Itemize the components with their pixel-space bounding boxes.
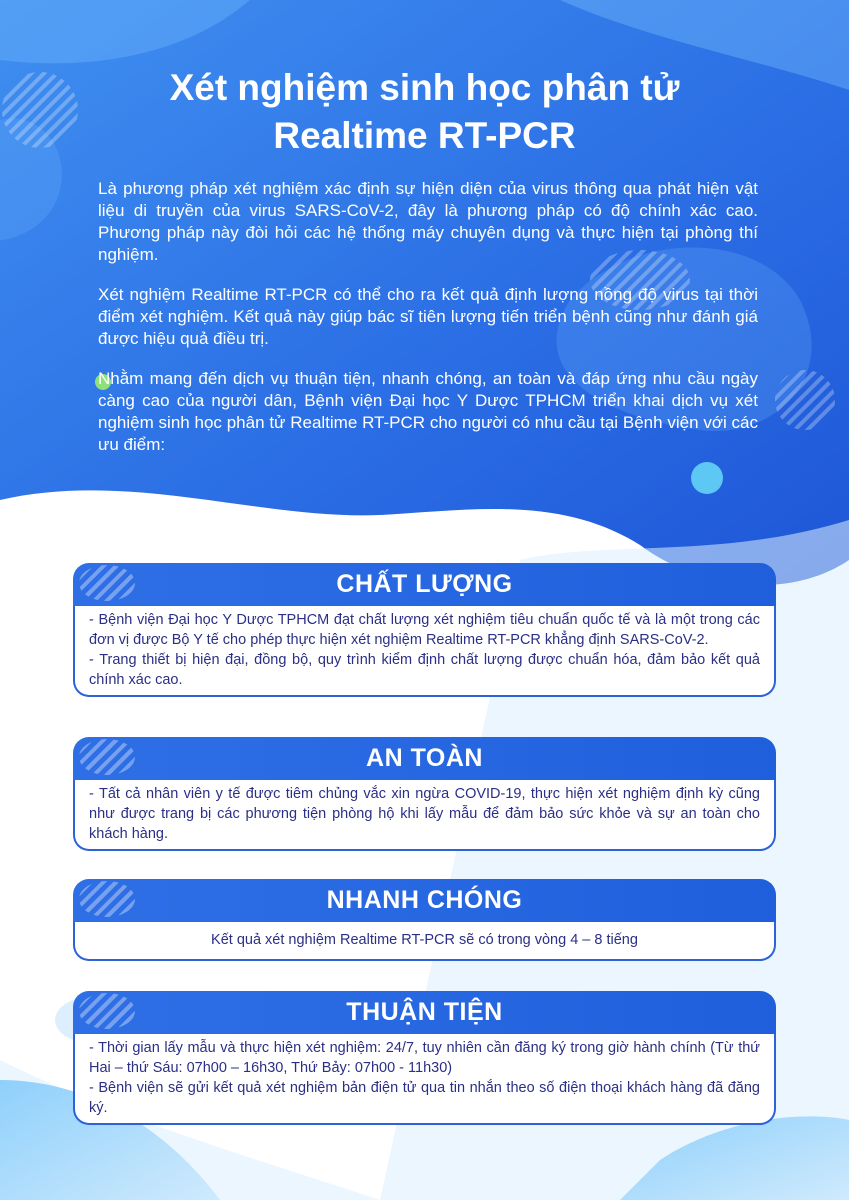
- card-title: CHẤT LƯỢNG: [336, 570, 513, 598]
- card-safety: [73, 737, 776, 851]
- card-header: [73, 879, 776, 922]
- stripe-decoration: [79, 739, 135, 775]
- stripe-decoration: [79, 993, 135, 1029]
- card-quality: [73, 563, 776, 697]
- stripe-decoration: [79, 881, 135, 917]
- card-body: [73, 780, 776, 851]
- card-line: - Bệnh viện Đại học Y Dược TPHCM đạt chất lượng xét nghiệm tiêu chuẩn quốc tế và là một trong các đơn vị được Bộ Y tế cho phép thực hiện xét nghiệm Realtime RT-PCR khẳng định SARS-CoV-2.: [89, 612, 760, 648]
- card-header: [73, 737, 776, 780]
- card-line: - Tất cả nhân viên y tế được tiêm chủng vắc xin ngừa COVID-19, thực hiện xét nghiệm định kỳ cũng như được trang bị các phương tiện phòng hộ khi lấy mẫu để đảm bảo sức khỏe và sự an toàn cho khách hàng.: [89, 786, 760, 842]
- card-title: THUẬN TIỆN: [346, 998, 503, 1026]
- intro-paragraph-2: Xét nghiệm Realtime RT-PCR có thể cho ra kết quả định lượng nồng độ virus tại thời điểm xét nghiệm. Kết quả này giúp bác sĩ tiên lượng tiến triển bệnh cũng như đánh giá được hiệu quả điều trị.: [98, 285, 758, 348]
- intro-paragraph-1: Là phương pháp xét nghiệm xác định sự hiện diện của virus thông qua phát hiện vật liệu di truyền của virus SARS-CoV-2, đây là phương pháp có độ chính xác cao. Phương pháp này đòi hỏi các hệ thống máy chuyên dụng và thực hiện tại phòng thí nghiệm.: [98, 179, 758, 264]
- card-line: - Trang thiết bị hiện đại, đồng bộ, quy trình kiểm định chất lượng được chuẩn hóa, đảm bảo kết quả chính xác cao.: [89, 652, 760, 688]
- card-header: [73, 991, 776, 1034]
- card-body: [73, 606, 776, 697]
- card-header: [73, 563, 776, 606]
- stripe-decoration: [79, 565, 135, 601]
- title-line-2: Realtime RT-PCR: [273, 115, 576, 156]
- intro-paragraph-3: Nhằm mang đến dịch vụ thuận tiện, nhanh chóng, an toàn và đáp ứng nhu cầu ngày càng cao của người dân, Bệnh viện Đại học Y Dược TPHCM triển khai dịch vụ xét nghiệm sinh học phân tử Realtime RT-PCR cho người có nhu cầu tại Bệnh viện với các ưu điểm:: [98, 369, 758, 454]
- card-speed: [73, 879, 776, 961]
- card-line: Kết quả xét nghiệm Realtime RT-PCR sẽ có trong vòng 4 – 8 tiếng: [211, 932, 638, 948]
- card-title: NHANH CHÓNG: [326, 886, 523, 914]
- card-body: [73, 922, 776, 961]
- card-body: [73, 1034, 776, 1125]
- card-convenience: [73, 991, 776, 1125]
- title-line-1: Xét nghiệm sinh học phân tử: [169, 67, 680, 108]
- card-line: - Bệnh viện sẽ gửi kết quả xét nghiệm bản điện tử qua tin nhắn theo số điện thoại khách hàng đã đăng ký.: [89, 1080, 760, 1116]
- page-title: [60, 64, 789, 160]
- card-title: AN TOÀN: [366, 744, 483, 772]
- intro-text: [98, 178, 758, 474]
- card-line: - Thời gian lấy mẫu và thực hiện xét nghiệm: 24/7, tuy nhiên cần đăng ký trong giờ hành chính (Từ thứ Hai – thứ Sáu: 07h00 – 16h30, Thứ Bảy: 07h00 - 11h30): [89, 1040, 760, 1076]
